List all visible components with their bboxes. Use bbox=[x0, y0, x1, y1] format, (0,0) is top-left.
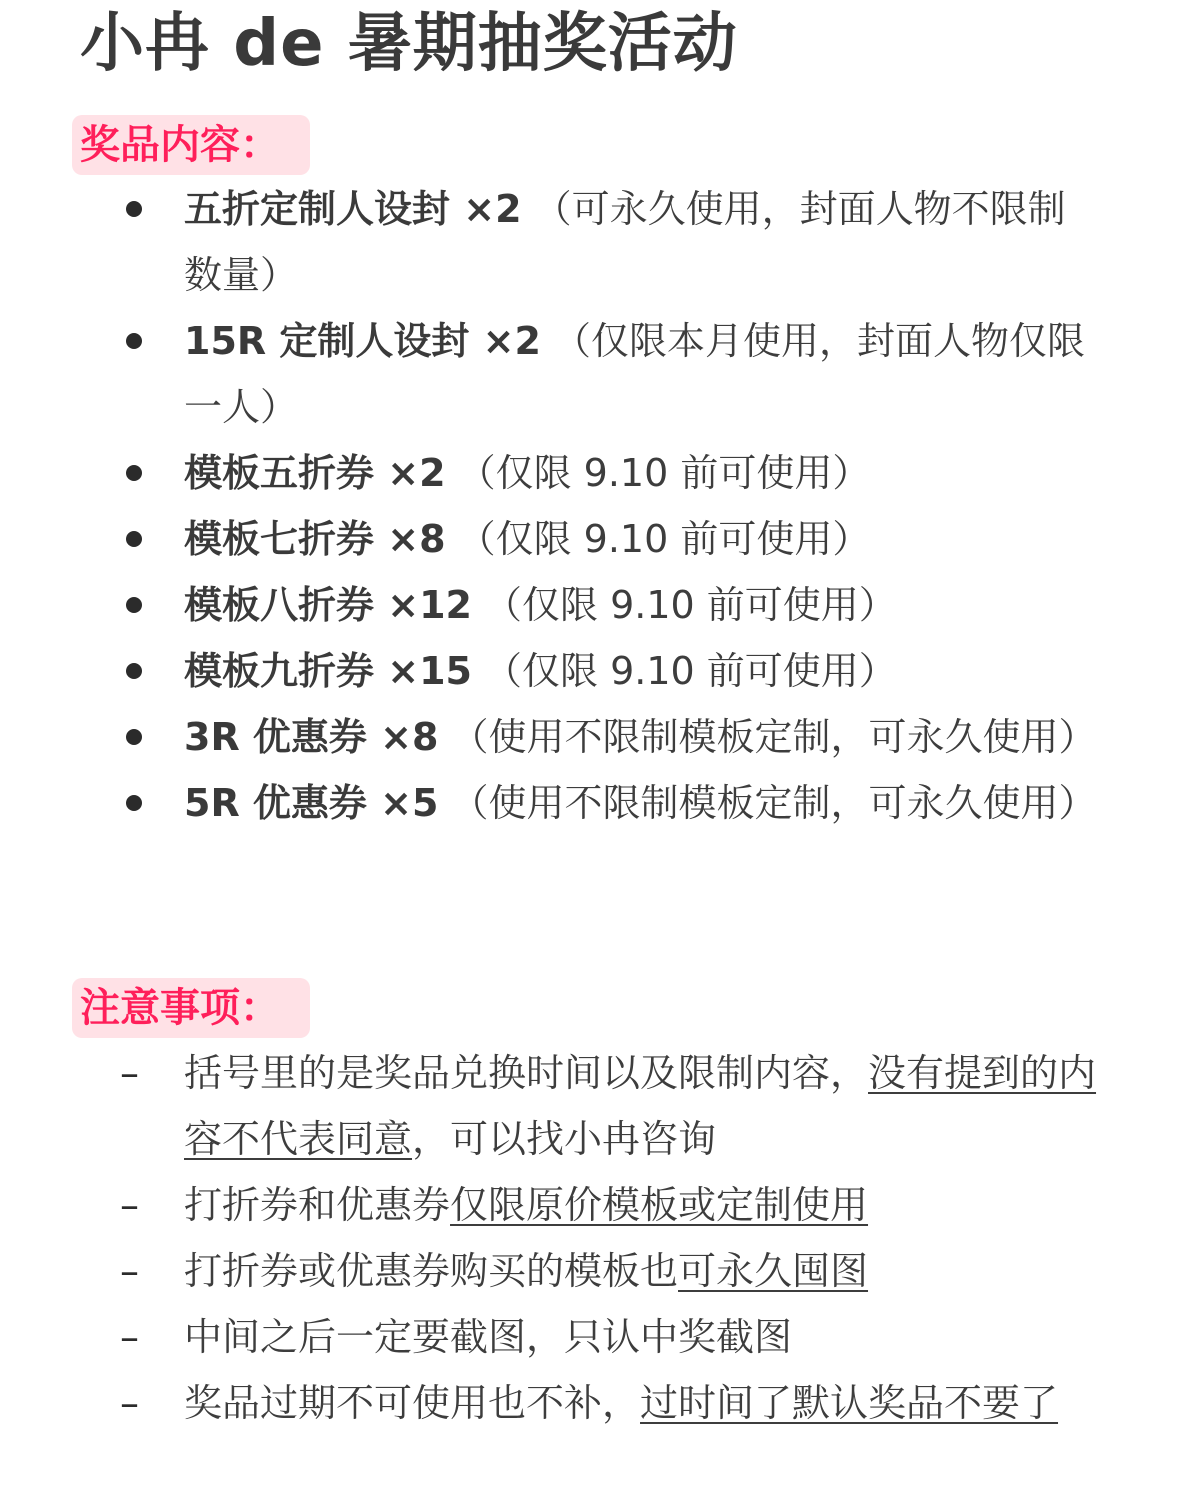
note-item bbox=[0, 1304, 1179, 1370]
note-tail: ，可以找小冉咨询 bbox=[412, 1117, 717, 1161]
prize-name: 5R 优惠券 ×5 bbox=[184, 781, 439, 825]
note-text: 打折券和优惠券 bbox=[184, 1183, 451, 1227]
note-item bbox=[0, 1172, 1179, 1238]
prize-note: （仅限 9.10 前可使用） bbox=[445, 517, 871, 561]
dash-icon: – bbox=[120, 1315, 139, 1359]
dash-icon: – bbox=[120, 1183, 139, 1227]
prize-item bbox=[0, 572, 1179, 638]
note-text: 打折券或优惠券购买的模板也 bbox=[184, 1249, 679, 1293]
note-item bbox=[0, 1238, 1179, 1304]
page-title: 小冉 de 暑期抽奖活动 bbox=[80, 7, 738, 81]
prize-name: 模板八折券 ×12 bbox=[184, 583, 472, 627]
prize-note: （仅限 9.10 前可使用） bbox=[471, 649, 897, 693]
notes-heading: 注意事项： bbox=[72, 978, 310, 1038]
note-item bbox=[0, 1370, 1179, 1436]
dash-icon: – bbox=[120, 1051, 139, 1095]
bullet-icon bbox=[126, 531, 142, 547]
prize-name: 15R 定制人设封 ×2 bbox=[184, 319, 541, 363]
bullet-icon bbox=[126, 465, 142, 481]
prize-item bbox=[0, 176, 1179, 308]
prize-list bbox=[0, 176, 1179, 836]
bullet-icon bbox=[126, 663, 142, 679]
prize-note: （仅限 9.10 前可使用） bbox=[471, 583, 897, 627]
prize-item bbox=[0, 308, 1179, 440]
prize-name: 3R 优惠券 ×8 bbox=[184, 715, 439, 759]
note-underlined: 可永久囤图 bbox=[678, 1249, 869, 1293]
prize-item bbox=[0, 770, 1179, 836]
note-text: 中间之后一定要截图，只认中奖截图 bbox=[184, 1315, 793, 1359]
bullet-icon bbox=[126, 795, 142, 811]
bullet-icon bbox=[126, 597, 142, 613]
note-item bbox=[0, 1040, 1179, 1172]
dash-icon: – bbox=[120, 1381, 139, 1425]
prize-item bbox=[0, 506, 1179, 572]
notes-list bbox=[0, 1040, 1179, 1436]
dash-icon: – bbox=[120, 1249, 139, 1293]
prize-note: （仅限 9.10 前可使用） bbox=[445, 451, 871, 495]
prize-item bbox=[0, 704, 1179, 770]
bullet-icon bbox=[126, 201, 142, 217]
prize-name: 模板九折券 ×15 bbox=[184, 649, 472, 693]
bullet-icon bbox=[126, 333, 142, 349]
bullet-icon bbox=[126, 729, 142, 745]
prize-name: 模板七折券 ×8 bbox=[184, 517, 446, 561]
prizes-heading: 奖品内容： bbox=[72, 115, 310, 175]
note-text: 奖品过期不可使用也不补， bbox=[184, 1381, 641, 1425]
note-underlined: 仅限原价模板或定制使用 bbox=[450, 1183, 869, 1227]
note-text: 括号里的是奖品兑换时间以及限制内容， bbox=[184, 1051, 869, 1095]
prize-item bbox=[0, 440, 1179, 506]
prize-note: （可永久使用，封面人物不限制数量） bbox=[184, 187, 1066, 297]
prize-note: （使用不限制模板定制，可永久使用） bbox=[438, 781, 1097, 825]
prize-note: （使用不限制模板定制，可永久使用） bbox=[438, 715, 1097, 759]
prize-item bbox=[0, 638, 1179, 704]
prize-name: 五折定制人设封 ×2 bbox=[184, 187, 522, 231]
note-underlined: 过时间了默认奖品不要了 bbox=[640, 1381, 1059, 1425]
prize-note: （仅限本月使用，封面人物仅限一人） bbox=[184, 319, 1085, 429]
note-underlined: 没有提到的内容不代表同意 bbox=[184, 1051, 1097, 1161]
prize-name: 模板五折券 ×2 bbox=[184, 451, 446, 495]
